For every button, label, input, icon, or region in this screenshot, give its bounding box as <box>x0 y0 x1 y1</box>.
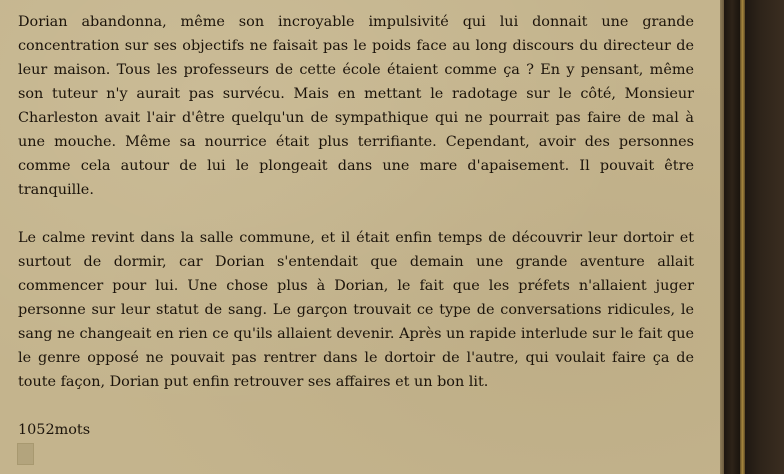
page-frame-border <box>745 0 784 474</box>
word-count: 1052mots <box>18 422 91 438</box>
story-text <box>18 10 694 466</box>
story-paragraph-2: Le calme revint dans la salle commune, et il était enfin temps de découvrir leur dortoir et surtout de dormir, car Dorian s'entendait que demain une grande aventure allait commencer pour lui. Une chose plus à Dorian, le fait que les préfets n'allaient juger personne sur leur statut de sang. Le garçon trouvait ce type de conversations ridicules, le sang ne changeait en rien ce qu'ils allaient devenir. Après un rapide interlude sur le fait que le genre opposé ne pouvait pas rentrer dans le dortoir de l'autre, qui voulait faire ça de toute façon, Dorian put enfin retrouver ses affaires et un bon lit. <box>18 230 694 390</box>
page-frame-dark <box>724 0 740 474</box>
story-paragraph-1: Dorian abandonna, même son incroyable impulsivité qui lui donnait une grande concentration sur ses objectifs ne faisait pas le poids face au long discours du directeur de leur maison. Tous les professeurs de cette école étaient comme ça ? En y pensant, même son tuteur n'y aurait pas survécu. Mais en mettant le radotage sur le côté, Monsieur Charleston avait l'air d'être quelqu'un de sympathique qui ne pourrait pas faire de mal à une mouche. Même sa nourrice était plus terrifiante. Cependant, avoir des personnes comme cela autour de lui le plongeait dans une mare d'apaisement. Il pouvait être tranquille. <box>18 14 694 198</box>
small-image-icon <box>17 443 34 465</box>
